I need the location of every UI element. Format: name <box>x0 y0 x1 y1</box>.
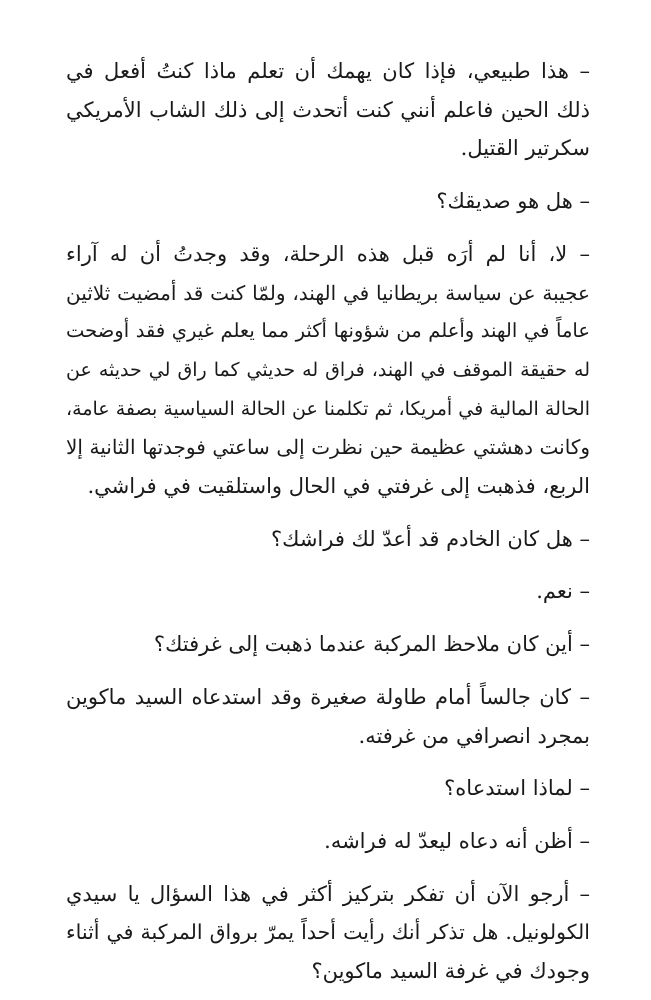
paragraph <box>66 235 590 506</box>
paragraph <box>66 875 590 991</box>
paragraph <box>66 52 590 168</box>
text-line: – أرجو الآن أن تفكر بتركيز أكثر في هذا السؤال يا سيدي <box>66 881 590 906</box>
text-line: – أين كان ملاحظ المركبة عندما ذهبت إلى غرفتك؟ <box>153 632 590 657</box>
text-line: – أظن أنه دعاه ليعدّ له فراشه. <box>324 828 590 853</box>
text-line: سكرتير القتيل. <box>460 136 590 161</box>
paragraph <box>66 625 590 664</box>
text-line: – كان جالساً أمام طاولة صغيرة وقد استدعاه السيد ماكوين <box>66 684 590 709</box>
text-line: الحالة المالية في أمريكا، ثم تكلمنا عن الحالة السياسية بصفة عامة، <box>66 397 590 420</box>
text-line: الكولونيل. هل تذكر أنك رأيت أحداً يمرّ برواق المركبة في أثناء <box>66 920 590 945</box>
text-line: عاماً في الهند وأعلم من شؤونها أكثر مما يعلم غيري فقد أوضحت <box>66 319 590 343</box>
text-line: الربع، فذهبت إلى غرفتي في الحال واستلقيت في فراشي. <box>87 474 590 499</box>
paragraph <box>66 520 590 559</box>
text-line: – لماذا استدعاه؟ <box>444 776 590 801</box>
paragraph <box>66 182 590 221</box>
paragraph <box>66 572 590 611</box>
paragraph <box>66 822 590 861</box>
paragraph <box>66 678 590 755</box>
text-line: وكانت دهشتي عظيمة حين نظرت إلى ساعتي فوجدتها الثانية إلا <box>66 435 590 460</box>
text-line: – نعم. <box>536 579 590 604</box>
text-line: بمجرد انصرافي من غرفته. <box>358 723 590 748</box>
text-line: ذلك الحين فاعلم أنني كنت أتحدث إلى ذلك الشاب الأمريكي <box>66 97 590 122</box>
text-line: – هذا طبيعي، فإذا كان يهمك أن تعلم ماذا كنتُ أفعل في <box>66 59 590 83</box>
paragraph <box>66 769 590 808</box>
text-line: – هل كان الخادم قد أعدّ لك فراشك؟ <box>270 526 590 551</box>
text-line: له حقيقة الموقف في الهند، فراق له حديثي كما راق لي حديثه عن <box>66 358 590 381</box>
text-line: – لا، أنا لم أرَه قبل هذه الرحلة، وقد وجدتُ أن له آراء <box>66 241 590 266</box>
text-line: – هل هو صديقك؟ <box>436 189 590 214</box>
text-line: وجودك في غرفة السيد ماكوين؟ <box>311 959 590 984</box>
text-line: عجيبة عن سياسة بريطانيا في الهند، ولمّا كنت قد أمضيت ثلاثين <box>66 280 590 305</box>
